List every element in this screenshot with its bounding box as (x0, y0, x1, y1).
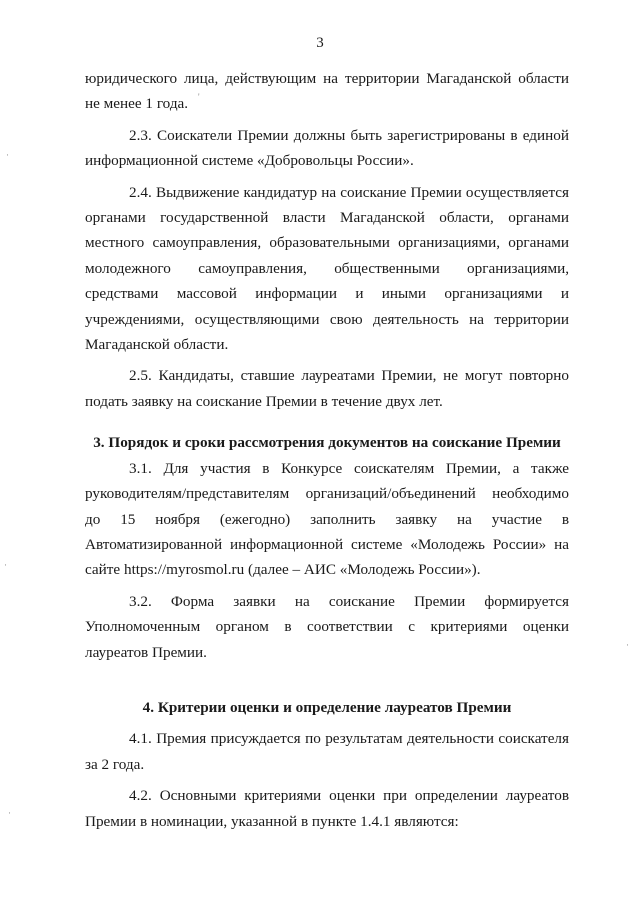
page-number: 3 (316, 35, 324, 51)
paragraph-3-2 (85, 589, 569, 665)
text-line: до 15 ноября (ежегодно) заполнить заявку на участие в (85, 510, 569, 528)
paragraph-4-1 (85, 726, 569, 777)
text-line: 2.5. Кандидаты, ставшие лауреатами Премии, не могут повторно (129, 367, 569, 385)
text-line: Магаданской области. (85, 336, 229, 354)
text-line: средствами массовой информации и иными организациями и (85, 285, 569, 303)
document-body (85, 66, 569, 834)
text-line: 4.2. Основными критериями оценки при определении лауреатов (129, 787, 569, 805)
paragraph-4-2 (85, 783, 569, 834)
text-line: юридического лица, действующим на территории Магаданской области (85, 70, 569, 87)
paragraph-2-3 (85, 123, 569, 174)
text-line: сайте https://myrosmol.ru (далее – АИС «Молодежь России»). (85, 561, 481, 579)
text-line: молодежного самоуправления, общественными организациями, (85, 259, 569, 277)
text-line: 2.4. Выдвижение кандидатур на соискание Премии осуществляется (129, 183, 569, 201)
text-line: руководителям/представителям организаций/объединений необходимо (85, 485, 569, 503)
text-line: 2.3. Соискатели Премии должны быть зарегистрированы в единой (129, 126, 569, 144)
text-line: лауреатов Премии. (85, 643, 207, 661)
paragraph-2-4 (85, 180, 569, 358)
text-line: органами государственной власти Магаданской области, органами (85, 209, 569, 227)
scan-artifact: · (6, 150, 9, 160)
text-line: 3.1. Для участия в Конкурсе соискателям Премии, а также (129, 459, 569, 477)
paragraph-2-5 (85, 363, 569, 414)
paragraph-2-2-continuation (85, 66, 569, 117)
text-line: учреждениями, осуществляющими свою деятельность на территории (85, 310, 569, 328)
text-line: Автоматизированной информационной системе «Молодежь России» на (85, 535, 569, 553)
scan-artifact: · (8, 808, 11, 818)
scan-artifact: ' (198, 92, 200, 102)
text-line: за 2 года. (85, 755, 145, 773)
text-line: Уполномоченным органом в соответствии с критериями оценки (85, 618, 569, 636)
section-heading-4: 4. Критерии оценки и определение лауреатов Премии (142, 698, 512, 716)
text-line: подать заявку на соискание Премии в течение двух лет. (85, 392, 443, 410)
paragraph-3-1 (85, 456, 569, 583)
section-heading-3: 3. Порядок и сроки рассмотрения документов на соискание Премии (93, 434, 561, 452)
text-line: местного самоуправления, образовательными организациями, органами (85, 234, 569, 252)
text-line: Премии в номинации, указанной в пункте 1.4.1 являются: (85, 812, 459, 830)
scan-artifact: · (4, 560, 7, 570)
text-line: 4.1. Премия присуждается по результатам деятельности соискателя (129, 730, 569, 748)
text-line: 3.2. Форма заявки на соискание Премии формируется (129, 592, 569, 610)
scan-artifact: · (626, 640, 629, 650)
text-line: информационной системе «Добровольцы России». (85, 152, 414, 170)
text-line: не менее 1 года. (85, 95, 189, 113)
